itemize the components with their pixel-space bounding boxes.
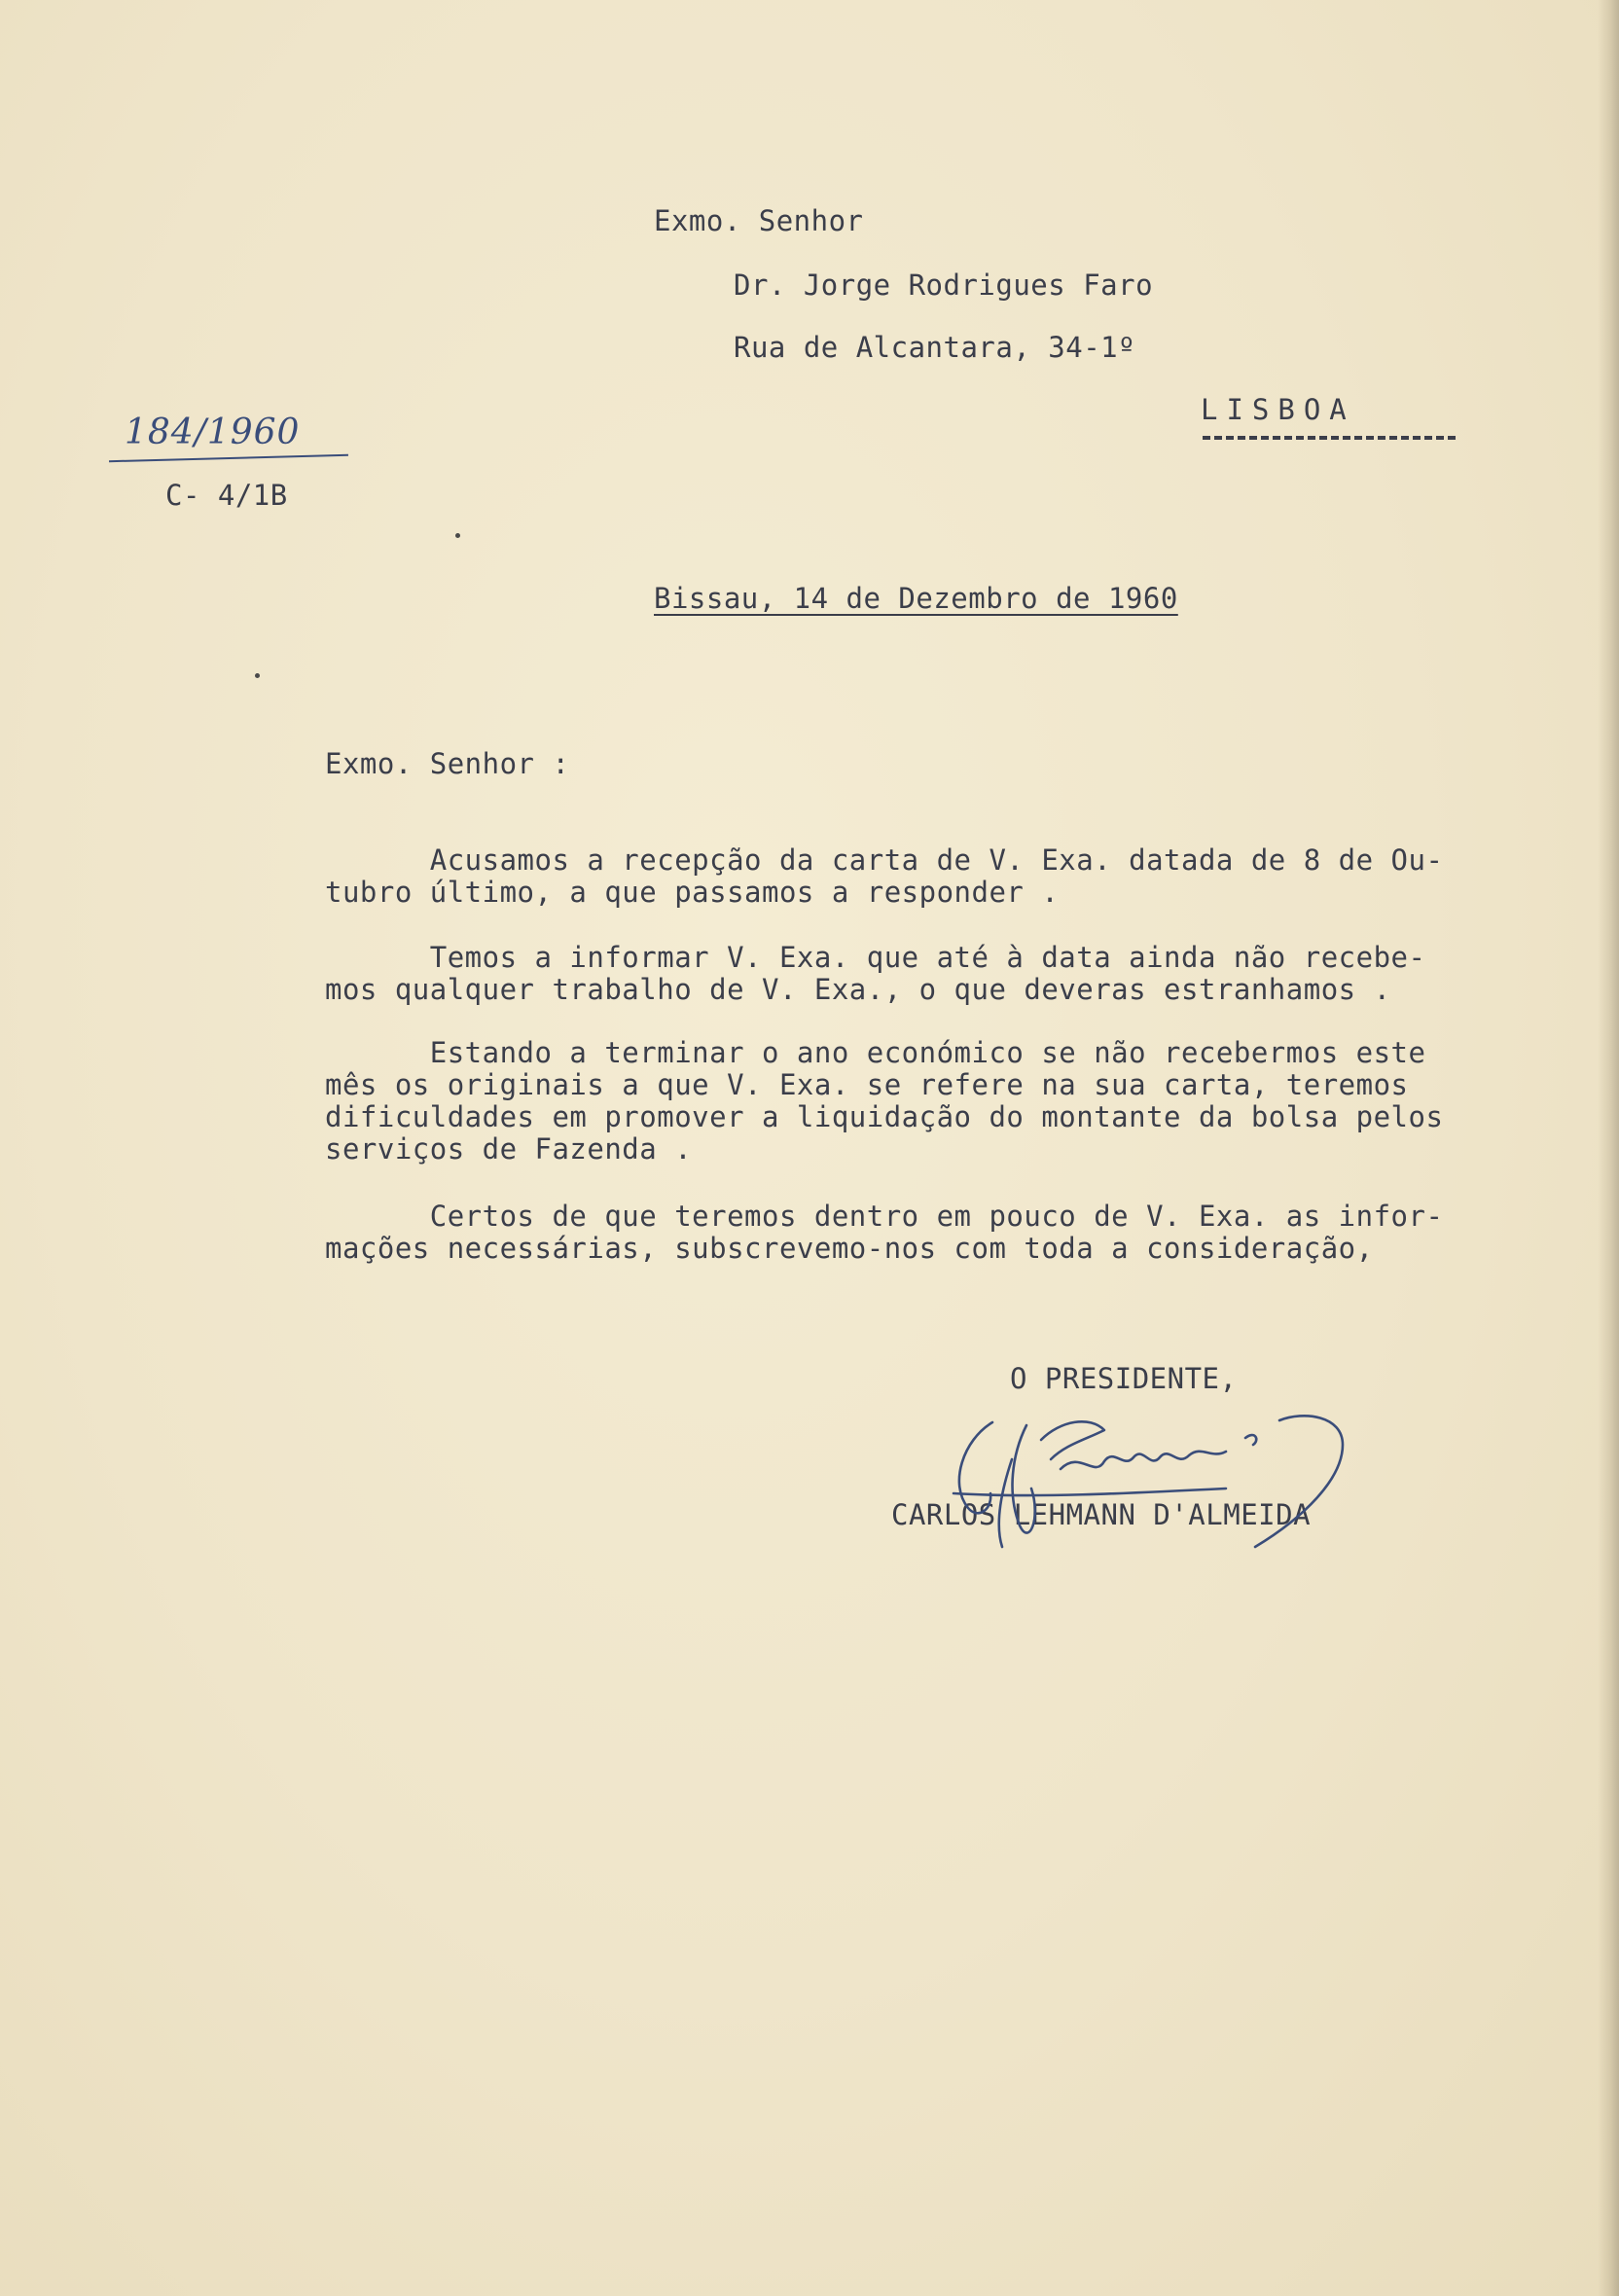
city-underline <box>1203 436 1456 440</box>
body-paragraph: Certos de que teremos dentro em pouco de V. Exa. as infor- mações necessárias, subscrevemo-nos com toda a consideração, <box>325 1200 1444 1265</box>
body-paragraph: Acusamos a recepção da carta de V. Exa. datada de 8 de Ou- tubro último, a que passamos a responder . <box>325 843 1444 909</box>
recipient-street: Rua de Alcantara, 34-1º <box>734 331 1136 364</box>
recipient-city: LISBOA <box>1201 393 1355 426</box>
body-paragraph: Temos a informar V. Exa. que até à data ainda não recebe- mos qualquer trabalho de V. Exa., o que deveras estranhamos . <box>325 941 1426 1006</box>
body-paragraph: Estando a terminar o ano económico se não recebermos este mês os originais a que V. Exa. se refere na sua carta, teremos dificuldades em promover a liquidação do montante da bolsa pelos serviços de Fazenda . <box>325 1036 1444 1166</box>
handwritten-reference-number: 184/1960 <box>125 413 301 452</box>
reference-code: C- 4/1B <box>165 479 288 512</box>
recipient-name: Dr. Jorge Rodrigues Faro <box>734 269 1154 302</box>
reference-underline <box>109 454 348 462</box>
paper-speck <box>455 533 460 538</box>
date-line: Bissau, 14 de Dezembro de 1960 <box>654 582 1178 615</box>
closing-title: O PRESIDENTE, <box>1010 1362 1238 1395</box>
paper-speck <box>255 673 260 678</box>
recipient-salutation: Exmo. Senhor <box>654 204 864 237</box>
signatory-name: CARLOS LEHMANN D'ALMEIDA <box>891 1498 1312 1531</box>
handwritten-signature <box>934 1401 1391 1557</box>
letter-salutation: Exmo. Senhor : <box>325 747 570 780</box>
page-edge-shadow <box>1598 0 1619 2296</box>
